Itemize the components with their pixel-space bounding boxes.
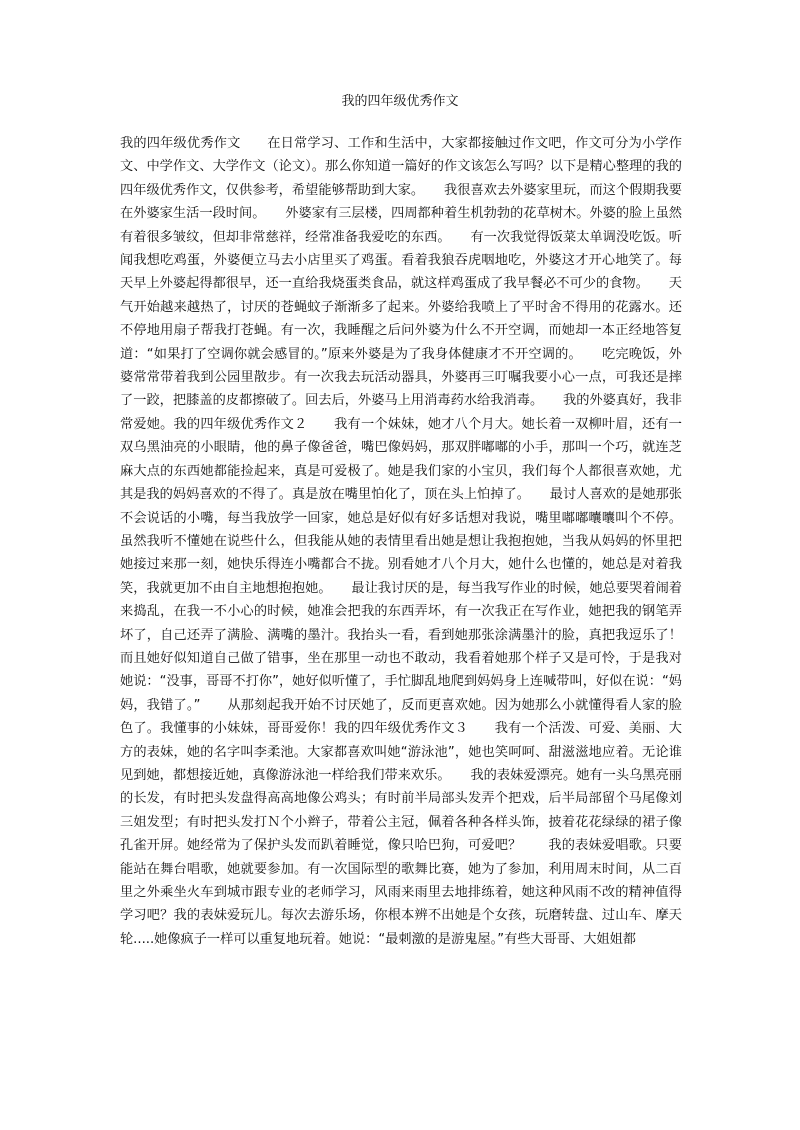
document-body-text: 我的四年级优秀作文 在日常学习、工作和生活中，大家都接触过作文吧，作文可分为小学作文、中学作文、大学作文（论文）。那么你知道一篇好的作文该怎么写吗？以下是精心整理的我的四年级优秀作文，仅供参考，希望能够帮助到大家。 我很喜欢去外婆家里玩，而这个假期我要在外婆家生活一段时间。 外婆家有三层楼，四周都种着生机勃勃的花草树木。外婆的脸上虽然有着很多皱纹，但却非常慈祥，经常准备我爱吃的东西。 有一次我觉得饭菜太单调没吃饭。听闻我想吃鸡蛋，外婆便立马去小店里买了鸡蛋。看着我狼吞虎咽地吃，外婆这才开心地笑了。每天早上外婆起得都很早，还一直给我烧蛋类食品，就这样鸡蛋成了我早餐必不可少的食物。 天气开始越来越热了，讨厌的苍蝇蚊子渐渐多了起来。外婆给我喷上了平时舍不得用的花露水。还不停地用扇子帮我打苍蝇。有一次，我睡醒之后问外婆为什么不开空调，而她却一本正经地答复道：“如果打了空调你就会感冒的。”原来外婆是为了我身体健康才不开空调的。 吃完晚饭，外婆常常带着我到公园里散步。有一次我去玩活动器具，外婆再三叮嘱我要小心一点，可我还是摔了一跤，把膝盖的皮都擦破了。回去后，外婆马上用消毒药水给我消毒。 我的外婆真好，我非常爱她。我的四年级优秀作文２ 我有一个妹妹，她才八个月大。她长着一双柳叶眉，还有一双乌黑油亮的小眼睛，他的鼻子像爸爸，嘴巴像妈妈，那双胖嘟嘟的小手，那叫一个巧，就连芝麻大点的东西她都能捡起来，真是可爱极了。她是我们家的小宝贝，我们每个人都很喜欢她，尤其是我的妈妈喜欢的不得了。真是放在嘴里怕化了，顶在头上怕掉了。 最讨人喜欢的是她那张不会说话的小嘴，每当我放学一回家，她总是好似有好多话想对我说，嘴里嘟嘟囔囔叫个不停。虽然我听不懂她在说些什么，但我能从她的表情里看出她是想让我抱抱她，当我从妈妈的怀里把她接过来那一刻，她快乐得连小嘴都合不拢。别看她才八个月大，她什么也懂的，她总是对着我笑，我就更加不由自主地想抱抱她。 最让我讨厌的是，每当我写作业的时候，她总要哭着闹着来捣乱，在我一不小心的时候，她准会把我的东西弄坏，有一次我正在写作业，她把我的钢笔弄坏了，自己还弄了满脸、满嘴的墨汁。我抬头一看，看到她那张涂满墨汁的脸，真把我逗乐了！而且她好似知道自己做了错事，坐在那里一动也不敢动，我看着她那个样子又是可怜，于是我对她说：“没事，哥哥不打你”，她好似听懂了，手忙脚乱地爬到妈妈身上连喊带叫，好似在说：“妈妈，我错了。” 从那刻起我开始不讨厌她了，反而更喜欢她。因为她那么小就懂得看人家的脸色了。我懂事的小妹妹，哥哥爱你！我的四年级优秀作文３ 我有一个活泼、可爱、美丽、大方的表妹，她的名字叫李柔池。大家都喜欢叫她“游泳池”，她也笑呵呵、甜滋滋地应着。无论谁见到她，都想接近她，真像游泳池一样给我们带来欢乐。 我的表妹爱漂亮。她有一头乌黑亮丽的长发，有时把头发盘得高高地像公鸡头；有时前半局部头发弄个把戏，后半局部留个马尾像刘三姐发型；有时把头发打Ｎ个小辫子，带着公主冠，佩着各种各样头饰，披着花花绿绿的裙子像孔雀开屏。她经常为了保护头发而趴着睡觉，像只哈巴狗，可爱吧？ 我的表妹爱唱歌。只要能站在舞台唱歌，她就要参加。有一次国际型的歌舞比赛，她为了参加，利用周末时间，从二百里之外乘坐火车到城市跟专业的老师学习，风雨来雨里去地排练着，她这种风雨不改的精神值得学习吧？我的表妹爱玩儿。每次去游乐场，你根本辨不出她是个女孩，玩磨转盘、过山车、摩天轮.....她像疯子一样可以重复地玩着。她说：“最刺激的是游鬼屋。”有些大哥哥、大姐姐都 xyxy=(120,136,682,947)
document-title: 我的四年级优秀作文 xyxy=(341,94,459,109)
